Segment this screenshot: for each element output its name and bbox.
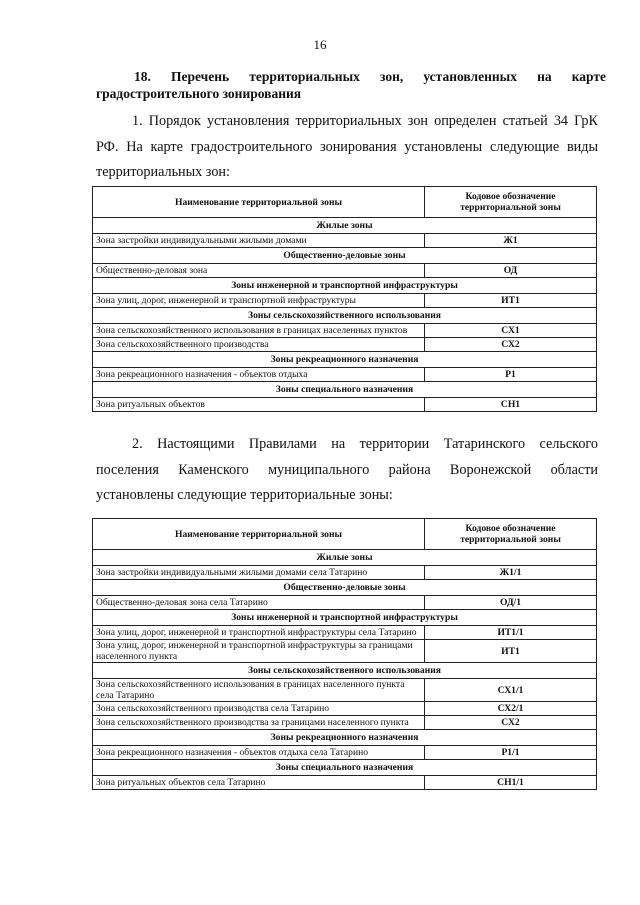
- zone-code-cell: СХ1/1: [425, 679, 597, 702]
- zone-name-cell: Зона сельскохозяйственного производства: [93, 338, 425, 352]
- zone-name-cell: Зона ритуальных объектов села Татарино: [93, 776, 425, 790]
- zones-table-general: [92, 186, 597, 412]
- section-row: [93, 278, 597, 294]
- page-number: 16: [313, 37, 327, 52]
- section-heading: [96, 68, 606, 102]
- table-row: [93, 234, 597, 248]
- zone-code-cell: ИТ1/1: [425, 626, 597, 640]
- table-row: [93, 679, 597, 702]
- table-row: [93, 640, 597, 663]
- section-title: Жилые зоны: [93, 550, 597, 566]
- section-title: Зоны сельскохозяйственного использования: [93, 308, 597, 324]
- zone-code-cell: ОД/1: [425, 596, 597, 610]
- section-title: Зоны инженерной и транспортной инфраструктуры: [93, 610, 597, 626]
- zone-name-cell: Зона улиц, дорог, инженерной и транспортной инфраструктуры: [93, 294, 425, 308]
- zones-table-general-body: [93, 218, 597, 412]
- table-header-row: [93, 519, 597, 550]
- zone-name-cell: Зона застройки индивидуальными жилыми домами села Татарино: [93, 566, 425, 580]
- section-title: Зоны специального назначения: [93, 760, 597, 776]
- table-header-row: [93, 187, 597, 218]
- zone-name-cell: Зона сельскохозяйственного производства села Татарино: [93, 702, 425, 716]
- table-row: [93, 776, 597, 790]
- paragraph-1: [96, 109, 598, 186]
- zone-name-cell: Зона ритуальных объектов: [93, 398, 425, 412]
- zone-name-cell: Зона улиц, дорог, инженерной и транспортной инфраструктуры за границами населенного пункта: [93, 640, 425, 663]
- table-row: [93, 716, 597, 730]
- table-row: [93, 746, 597, 760]
- section-row: [93, 218, 597, 234]
- table-row: [93, 324, 597, 338]
- heading-line-2: градостроительного зонирования: [96, 86, 302, 101]
- zones-table-tatarino-body: [93, 550, 597, 790]
- zone-code-cell: СХ1: [425, 324, 597, 338]
- section-row: [93, 248, 597, 264]
- zone-code-cell: ОД: [425, 264, 597, 278]
- paragraph-1-text: 1. Порядок установления территориальных зон определен статьей 34 ГрК РФ. На карте градостроительного зонирования установлены следующие виды территориальных зон:: [96, 113, 598, 180]
- section-row: [93, 550, 597, 566]
- section-title: Зоны рекреационного назначения: [93, 352, 597, 368]
- column-header-name: Наименование территориальной зоны: [93, 187, 425, 218]
- zone-code-cell: Р1: [425, 368, 597, 382]
- heading-line-1: 18. Перечень территориальных зон, установленных на карте: [134, 69, 606, 84]
- table-row: [93, 294, 597, 308]
- table-row: [93, 338, 597, 352]
- section-title: Зоны сельскохозяйственного использования: [93, 663, 597, 679]
- table-row: [93, 264, 597, 278]
- zone-code-cell: ИТ1: [425, 294, 597, 308]
- section-row: [93, 760, 597, 776]
- table-row: [93, 398, 597, 412]
- zone-name-cell: Зона сельскохозяйственного использования в границах населенных пунктов: [93, 324, 425, 338]
- column-header-name: Наименование территориальной зоны: [93, 519, 425, 550]
- section-row: [93, 382, 597, 398]
- zone-name-cell: Общественно-деловая зона: [93, 264, 425, 278]
- section-row: [93, 308, 597, 324]
- zone-code-cell: СХ2/1: [425, 702, 597, 716]
- table-row: [93, 596, 597, 610]
- zone-name-cell: Зона рекреационного назначения - объектов отдыха: [93, 368, 425, 382]
- zone-code-cell: СН1: [425, 398, 597, 412]
- section-row: [93, 730, 597, 746]
- section-row: [93, 610, 597, 626]
- zone-name-cell: Зона улиц, дорог, инженерной и транспортной инфраструктуры села Татарино: [93, 626, 425, 640]
- zone-name-cell: Зона застройки индивидуальными жилыми домами: [93, 234, 425, 248]
- table-row: [93, 566, 597, 580]
- zone-name-cell: Зона сельскохозяйственного использования в границах населенного пункта села Татарино: [93, 679, 425, 702]
- zone-code-cell: СХ2: [425, 338, 597, 352]
- section-row: [93, 663, 597, 679]
- paragraph-2-text: 2. Настоящими Правилами на территории Татаринского сельского поселения Каменского муниципального района Воронежской области установлены следующие территориальные зоны:: [96, 436, 598, 503]
- zone-code-cell: Ж1: [425, 234, 597, 248]
- zone-name-cell: Зона рекреационного назначения - объектов отдыха села Татарино: [93, 746, 425, 760]
- zone-name-cell: Зона сельскохозяйственного производства за границами населенного пункта: [93, 716, 425, 730]
- zone-code-cell: СН1/1: [425, 776, 597, 790]
- section-title: Общественно-деловые зоны: [93, 580, 597, 596]
- section-row: [93, 580, 597, 596]
- column-header-code: Кодовое обозначение территориальной зоны: [425, 187, 597, 218]
- table-row: [93, 626, 597, 640]
- section-title: Зоны рекреационного назначения: [93, 730, 597, 746]
- zone-code-cell: СХ2: [425, 716, 597, 730]
- table-row: [93, 702, 597, 716]
- section-title: Жилые зоны: [93, 218, 597, 234]
- zone-code-cell: Р1/1: [425, 746, 597, 760]
- column-header-code: Кодовое обозначение территориальной зоны: [425, 519, 597, 550]
- section-title: Зоны инженерной и транспортной инфраструктуры: [93, 278, 597, 294]
- zones-table-tatarino: [92, 518, 597, 790]
- zone-code-cell: Ж1/1: [425, 566, 597, 580]
- section-title: Зоны специального назначения: [93, 382, 597, 398]
- table-row: [93, 368, 597, 382]
- zone-name-cell: Общественно-деловая зона села Татарино: [93, 596, 425, 610]
- section-row: [93, 352, 597, 368]
- section-title: Общественно-деловые зоны: [93, 248, 597, 264]
- zone-code-cell: ИТ1: [425, 640, 597, 663]
- paragraph-2: [96, 432, 598, 509]
